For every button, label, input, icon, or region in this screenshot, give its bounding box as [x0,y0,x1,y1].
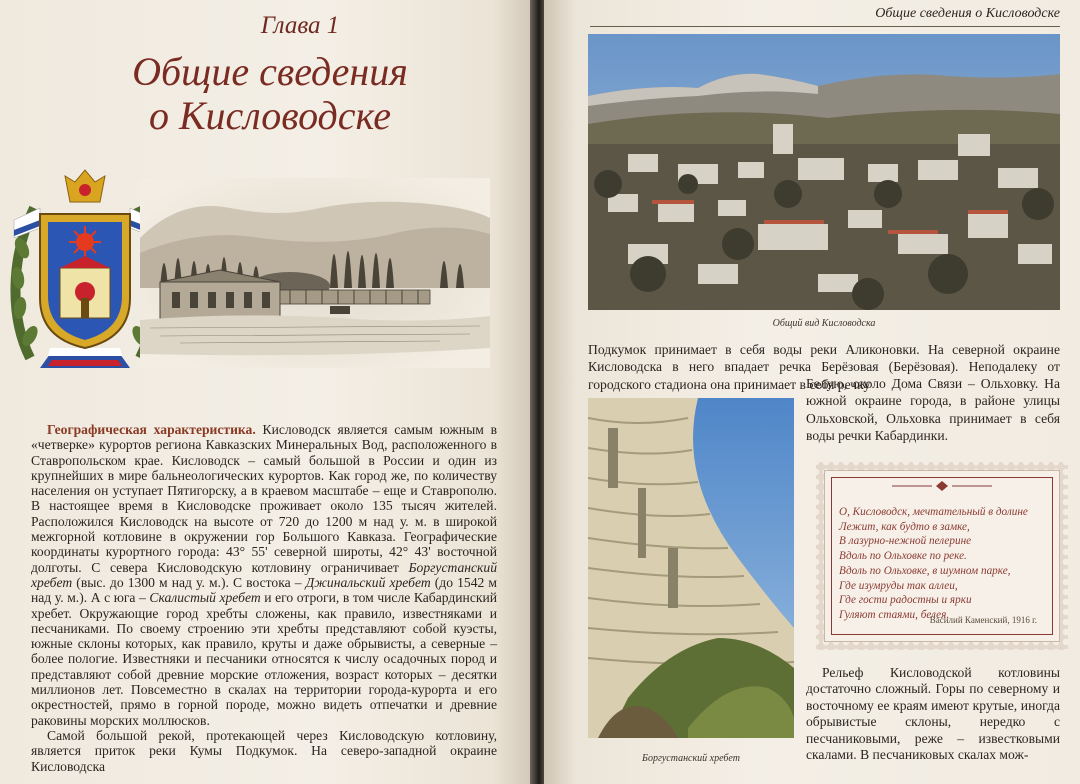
running-head: Общие сведения о Кисловодске [875,6,1060,21]
poem-line: В лазурно-нежной пелерине [839,535,972,548]
geography-text-part: (выс. до 1300 м над у. м.). С востока – [72,574,306,590]
borgustan-ridge-photo [588,398,794,738]
poem-line: Вдоль по Ольховке, в шумном парке, [839,564,1011,577]
kislovodsk-coat-of-arms [10,168,160,374]
chapter-label: Глава 1 [260,12,340,39]
poem-line: Где изумруды так аллеи, [839,579,958,592]
poem-author: Василий Каменский, 1916 г. [929,615,1037,625]
poem-line: О, Кисловодск, мечтательный в долине [839,506,1028,518]
relief-text [806,665,1060,763]
city-photo-caption: Общий вид Кисловодска [772,318,876,329]
geography-text-part: (до 1542 м над у. м.). А с юга – [31,574,497,606]
poem-line: Гуляют стаями, белея. [839,608,950,621]
geography-text-part: и его отроги, в том числе Кабардинский хребет. Окружающие город хребты сложены, как правило, известняками и песчаниками. По своему строению эти хребты представляют собой куэсты, южные склоны которых, как правило, круты и даже обрывисты, а северные – более пологие. Известняки и песчаники относятся к числу осадочных пород и представляют собой древние морские отложения, возраст которых – десятки миллионов лет. Повсеместно в скалах на территории города-курорта и его окрестностей, прямо в горной породе, можно видеть отпечатки и древние раковины морских моллюсков. [31,590,498,728]
historic-etching-illustration [140,178,490,368]
relief-paragraph: Рельеф Кисловодской котловины достаточно сложный. Горы по северному и восточному ее краям имеют крутые, иногда обрывистые склоны, нередко с песчаниковыми, реже – известковыми скалами. В песчаниковых скалах мож- [806,665,1060,763]
poem-stamp [816,462,1068,650]
geography-text-part: Кисловодск является самым южным в «четверке» курортов региона Кавказских Минеральных Вод, расположенного в Ставропольском крае. Кисловодск – самый большой в России и один из крупнейших в мире бальнеологических курортов. Как город же, по количеству населения он уступает Пятигорску, а в краевом масштабе – еще и Ставрополю. В настоящее время в Кисловодске проживает около 135 тысяч жителей. Расположился Кисловодск на высоте от 720 до 1200 м над у. м. в широкой межгорной котловине в окружении гор Большого Кавказа. Географические координаты курортного города: 43° 55' северной широты, 42° 43' восточной долготы. С севера Кисловодскую котловину ограничивает [31,422,497,575]
left-page [0,0,536,784]
running-head-rule [590,26,1060,27]
poem-line: Лежит, как будто в замке, [839,520,970,533]
rivers-continuation-paragraph: Подкумок принимает в себя воды реки Аликоновки. На северной окраине Кисловодска в него впадает речка Берёзовая (Берёзовая). Неподалеку от городского стадиона она принимает в себя речку [588,342,1060,392]
poem-text [839,505,1045,623]
chapter-title [90,50,450,138]
chapter-title-line-2: о Кисловодске [148,93,391,138]
city-panorama-photo [588,34,1060,310]
geography-lead: Географическая характеристика. [47,422,256,437]
ridge-photo-caption: Боргустанский хребет [642,753,740,764]
rivers-paragraph: Самой большой рекой, протекающей через Кисловодскую котловину, является приток реки Кумы Подкумок. На северо-западной окраине Кисловодска [31,727,497,774]
dzhinal-ridge-term: Джинальский хребет [305,574,431,590]
borgustan-ridge-term: Боргустанский хребет [31,559,497,590]
rivers-wrap-text: Белую, около Дома Связи – Ольховку. На южной окраине города, в районе улицы Ольховской, Ольховка принимает в себя воды речки Кабардинки. [806,376,1060,443]
ornament-icon [892,481,992,491]
poem-line: Где гости радостны и ярки [839,594,972,607]
chapter-title-line-1: Общие сведения [132,49,408,94]
stamp-inner [824,470,1060,642]
rocky-ridge-term: Скалистый хребет [149,590,261,606]
geography-text [31,422,497,774]
geography-paragraph [31,422,497,728]
poem-line: Вдоль по Ольховке по реке. [839,550,967,563]
